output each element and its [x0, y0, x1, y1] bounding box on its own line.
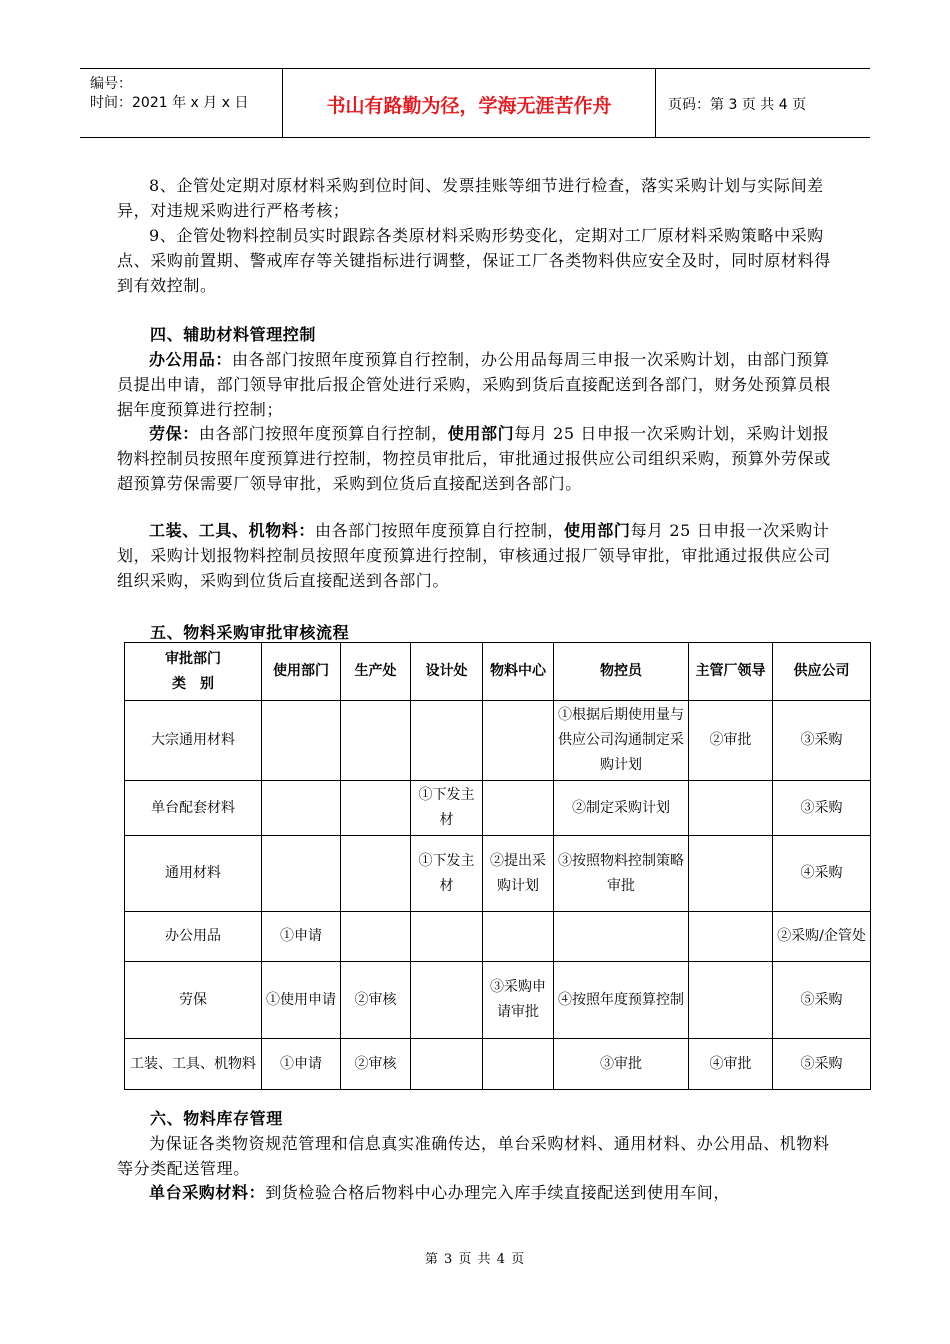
- time-label: 时间：2021 年 x 月 x 日: [90, 95, 249, 111]
- table-cell: [689, 912, 773, 962]
- table-cell: ②审批: [689, 701, 773, 781]
- inventory-intro: 为保证各类物资规范管理和信息真实准确传达，单台采购材料、通用材料、办公用品、机物料等分类配送管理。: [117, 1134, 830, 1178]
- table-cell: [483, 1039, 554, 1090]
- table-cell: [262, 701, 341, 781]
- table-cell: ④按照年度预算控制: [554, 962, 689, 1039]
- table-cell: [483, 701, 554, 781]
- section6-heading: 六、物料库存管理: [150, 1109, 283, 1128]
- single-purchase-paragraph: [117, 1180, 837, 1205]
- table-cell: [411, 701, 483, 781]
- table-cell: [341, 781, 411, 836]
- table-cell: ①下发主材: [411, 781, 483, 836]
- table-cell: ③采购: [773, 781, 871, 836]
- table-cell: ④采购: [773, 836, 871, 912]
- table-cell: [411, 962, 483, 1039]
- column-header: 物控员: [554, 643, 689, 701]
- table-cell: [411, 1039, 483, 1090]
- row-category: 通用材料: [125, 836, 262, 912]
- corner-header: [125, 643, 262, 701]
- table-cell: [689, 836, 773, 912]
- table-row: [125, 912, 871, 962]
- table-cell: [341, 701, 411, 781]
- section4-heading: 四、辅助材料管理控制: [150, 325, 317, 344]
- header-motto-cell: [283, 69, 656, 137]
- table-cell: ①下发主材: [411, 836, 483, 912]
- labor-text-2: 每月 25 日申报一次采购计划，采购计划报物料控制员按照年度预算进行控制，物控员审批后，审批通过报供应公司组织采购，预算外劳保或超预算劳保需要厂领导审批，采购到位货后直接配送到各部门。: [117, 424, 831, 493]
- table-cell: ①使用申请: [262, 962, 341, 1039]
- page-label: 页码：第 3 页 共 4 页: [668, 97, 807, 113]
- table-cell: ④审批: [689, 1039, 773, 1090]
- corner-top: 审批部门: [165, 650, 221, 667]
- table-cell: [483, 912, 554, 962]
- tools-bold: 使用部门: [564, 521, 631, 540]
- table-cell: ③审批: [554, 1039, 689, 1090]
- table-cell: [411, 912, 483, 962]
- table-cell: ⑤采购: [773, 962, 871, 1039]
- table-cell: ②提出采购计划: [483, 836, 554, 912]
- labor-protection-paragraph: [117, 421, 837, 496]
- table-row: [125, 836, 871, 912]
- labor-text-1: 由各部门按照年度预算自行控制，: [198, 424, 448, 443]
- column-header: 物料中心: [483, 643, 554, 701]
- single-label: 单台采购材料：: [149, 1183, 266, 1202]
- table-cell: [689, 962, 773, 1039]
- table-cell: [262, 781, 341, 836]
- approval-flow-table: [124, 642, 871, 1090]
- table-cell: ③采购: [773, 701, 871, 781]
- table-row: [125, 962, 871, 1039]
- row-category: 大宗通用材料: [125, 701, 262, 781]
- row-category: 工装、工具、机物料: [125, 1039, 262, 1090]
- single-text: 到货检验合格后物料中心办理完入库手续直接配送到使用车间，: [265, 1183, 731, 1202]
- table-cell: ①申请: [262, 1039, 341, 1090]
- table-cell: ③采购申请审批: [483, 962, 554, 1039]
- column-header: 设计处: [411, 643, 483, 701]
- office-text: 由各部门按照年度预算自行控制，办公用品每周三申报一次采购计划，由部门预算员提出申请，部门领导审批后报企管处进行采购，采购到货后直接配送到各部门，财务处预算员根据年度预算进行控制；: [117, 350, 831, 419]
- header-page-cell: [656, 69, 870, 137]
- labor-bold: 使用部门: [447, 424, 515, 443]
- table-row: [125, 781, 871, 836]
- table-header-row: [125, 643, 871, 701]
- column-header: 供应公司: [773, 643, 871, 701]
- office-supplies-paragraph: [117, 347, 837, 422]
- tools-text-2: 每月 25 日申报一次采购计划，采购计划报物料控制员按照年度预算进行控制，审核通过报厂领导审批，审批通过报供应公司组织采购，采购到位货后直接配送到各部门。: [117, 521, 831, 590]
- corner-bottom: 类 别: [172, 675, 214, 692]
- header-meta-cell: [80, 69, 283, 137]
- tools-text-1: 由各部门按照年度预算自行控制，: [315, 521, 565, 540]
- table-cell: ②审核: [341, 962, 411, 1039]
- section5-heading: 五、物料采购审批审核流程: [150, 623, 350, 642]
- labor-label: 劳保：: [149, 424, 199, 443]
- table-row: [125, 701, 871, 781]
- row-category: 劳保: [125, 962, 262, 1039]
- paragraph-8: 8、企管处定期对原材料采购到位时间、发票挂账等细节进行检查，落实采购计划与实际间差异，对违规采购进行严格考核；: [117, 176, 824, 220]
- table-cell: ②采购/企管处: [773, 912, 871, 962]
- page-footer: 第 3 页 共 4 页: [424, 1252, 526, 1267]
- table-cell: [483, 781, 554, 836]
- motto: 书山有路勤为径，学海无涯苦作舟: [326, 95, 612, 117]
- table-cell: [554, 912, 689, 962]
- column-header: 生产处: [341, 643, 411, 701]
- column-header: 主管厂领导: [689, 643, 773, 701]
- paragraph-9: 9、企管处物料控制员实时跟踪各类原材料采购形势变化，定期对工厂原材料采购策略中采购点、采购前置期、警戒库存等关键指标进行调整，保证工厂各类物料供应安全及时，同时原材料得到有效控制。: [117, 226, 831, 295]
- office-label: 办公用品：: [149, 350, 233, 369]
- page-header: [80, 68, 870, 138]
- table-cell: [262, 836, 341, 912]
- table-cell: [341, 836, 411, 912]
- table-cell: ②制定采购计划: [554, 781, 689, 836]
- tools-paragraph: [117, 518, 837, 593]
- table-cell: ⑤采购: [773, 1039, 871, 1090]
- tools-label: 工装、工具、机物料：: [149, 521, 316, 540]
- column-header: 使用部门: [262, 643, 341, 701]
- table-cell: [341, 912, 411, 962]
- table-cell: [689, 781, 773, 836]
- table-row: [125, 1039, 871, 1090]
- row-category: 办公用品: [125, 912, 262, 962]
- table-cell: ②审核: [341, 1039, 411, 1090]
- table-cell: ①申请: [262, 912, 341, 962]
- table-cell: ①根据后期使用量与供应公司沟通制定采购计划: [554, 701, 689, 781]
- row-category: 单台配套材料: [125, 781, 262, 836]
- table-cell: ③按照物料控制策略审批: [554, 836, 689, 912]
- code-label: 编号：: [90, 76, 132, 92]
